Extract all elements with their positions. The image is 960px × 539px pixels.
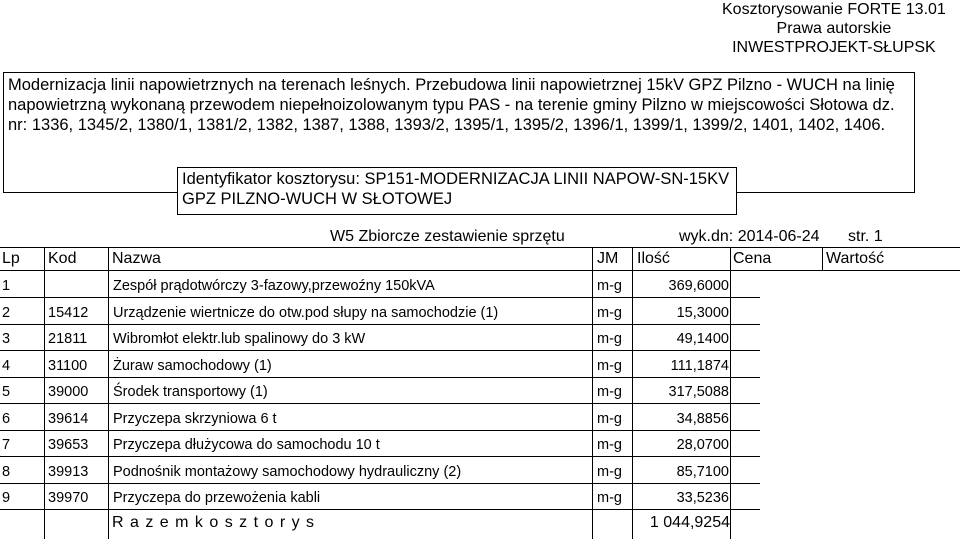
cell-lp: 2 [2, 304, 11, 321]
cell-kod: 31100 [48, 357, 88, 374]
col-jm: JM [597, 250, 619, 267]
cell-ilosc: 317,5088 [668, 384, 729, 400]
cell-ilosc: 28,0700 [676, 437, 729, 453]
copyright-label: Prawa autorskie [776, 20, 892, 37]
cell-lp: 5 [2, 384, 11, 400]
cell-kod: 39970 [48, 490, 89, 506]
page-number: str. 1 [848, 228, 883, 245]
cell-nazwa: Przyczepa do przewożenia kabli [113, 490, 321, 506]
table-row [0, 353, 960, 379]
table-row [0, 459, 960, 485]
table-row [0, 326, 960, 352]
project-description: Modernizacja linii napowietrznych na terenach leśnych. Przebudowa linii napowietrznej 15kV GPZ Pilzno - WUCH na linię napowietrzną wykonaną przewodem niepełnoizolowanym typu PAS - na terenie gminy Pilzno w miejscowości Słotowa dz. nr: 1336, 1345/2, 1380/1, 1381/2, 1382, 1387, 1388, 1393/2, 1395/1, 1395/2, 1396/1, 1399/1, 1399/2, 1401, 1402, 1406. [3, 72, 915, 193]
cell-kod: 39653 [48, 437, 89, 453]
row-divider [0, 324, 760, 325]
cell-jm: m-g [597, 357, 622, 374]
cell-ilosc: 15,3000 [676, 304, 729, 321]
row-divider [0, 456, 760, 457]
cell-ilosc: 49,1400 [676, 331, 729, 347]
estimate-identifier: Identyfikator kosztorysu: SP151-MODERNIZACJA LINII NAPOW-SN-15KV GPZ PILZNO-WUCH W SŁOTOWEJ [177, 167, 737, 215]
cell-lp: 1 [2, 278, 11, 294]
license-owner: INWESTPROJEKT-SŁUPSK [732, 39, 936, 56]
table-row [0, 300, 960, 326]
cell-kod: 39614 [48, 410, 89, 427]
table-row [0, 432, 960, 458]
table-row [0, 379, 960, 405]
grid-line [44, 247, 45, 539]
cell-kod: 15412 [48, 304, 89, 321]
grid-line [822, 247, 823, 270]
cell-jm: m-g [597, 410, 622, 427]
row-divider [0, 509, 760, 510]
col-nazwa: Nazwa [112, 250, 161, 267]
col-wartosc: Wartość [826, 250, 885, 267]
cell-kod: 39000 [48, 384, 89, 400]
cell-kod: 39913 [48, 463, 89, 480]
cell-jm: m-g [597, 278, 622, 294]
cell-nazwa: Zespół prądotwórczy 3-fazowy,przewoźny 150kVA [113, 278, 435, 294]
cell-kod: 21811 [48, 331, 88, 347]
cell-lp: 8 [2, 463, 11, 480]
cell-nazwa: Żuraw samochodowy (1) [113, 357, 272, 374]
total-label: R a z e m k o s z t o r y s [112, 514, 316, 531]
row-divider [0, 430, 760, 431]
row-divider [0, 377, 760, 378]
grid-line [632, 247, 633, 539]
row-divider [0, 403, 760, 404]
cell-ilosc: 111,1874 [670, 357, 729, 374]
cell-jm: m-g [597, 384, 622, 400]
cell-ilosc: 34,8856 [676, 410, 729, 427]
row-divider [0, 350, 760, 351]
cell-lp: 4 [2, 357, 11, 374]
col-ilosc: Ilość [637, 250, 670, 267]
program-name: Kosztorysowanie FORTE 13.01 [722, 1, 946, 18]
cell-nazwa: Środek transportowy (1) [113, 384, 268, 400]
grid-line [730, 247, 731, 539]
cell-jm: m-g [597, 331, 622, 347]
table-row [0, 406, 960, 432]
cell-jm: m-g [597, 437, 622, 453]
cell-nazwa: Podnośnik montażowy samochodowy hydrauliczny (2) [113, 463, 462, 480]
table-header [0, 247, 960, 271]
cell-jm: m-g [597, 490, 622, 506]
row-divider [0, 297, 760, 298]
col-lp: Lp [2, 250, 20, 267]
cell-lp: 9 [2, 490, 11, 506]
row-divider [0, 483, 760, 484]
col-cena: Cena [733, 250, 772, 267]
cell-nazwa: Przyczepa skrzyniowa 6 t [113, 410, 277, 427]
grid-line [108, 247, 109, 539]
cell-ilosc: 85,7100 [676, 463, 729, 480]
cell-lp: 6 [2, 410, 11, 427]
cell-jm: m-g [597, 463, 622, 480]
cell-nazwa: Przyczepa dłużycowa do samochodu 10 t [113, 437, 380, 453]
cell-nazwa: Urządzenie wiertnicze do otw.pod słupy na samochodzie (1) [113, 304, 499, 321]
report-title: W5 Zbiorcze zestawienie sprzętu [330, 228, 565, 245]
program-info [722, 0, 946, 57]
cell-lp: 3 [2, 331, 11, 347]
grid-line [592, 247, 593, 539]
cell-ilosc: 33,5236 [676, 490, 729, 506]
table-row [0, 273, 960, 299]
table-row [0, 485, 960, 511]
col-kod: Kod [48, 250, 77, 267]
cell-jm: m-g [597, 304, 622, 321]
cell-lp: 7 [2, 437, 11, 453]
cell-nazwa: Wibromłot elektr.lub spalinowy do 3 kW [113, 331, 366, 347]
cell-ilosc: 369,6000 [668, 278, 729, 294]
report-date: wyk.dn: 2014-06-24 [679, 228, 820, 245]
total-value: 1 044,9254 [649, 514, 730, 531]
